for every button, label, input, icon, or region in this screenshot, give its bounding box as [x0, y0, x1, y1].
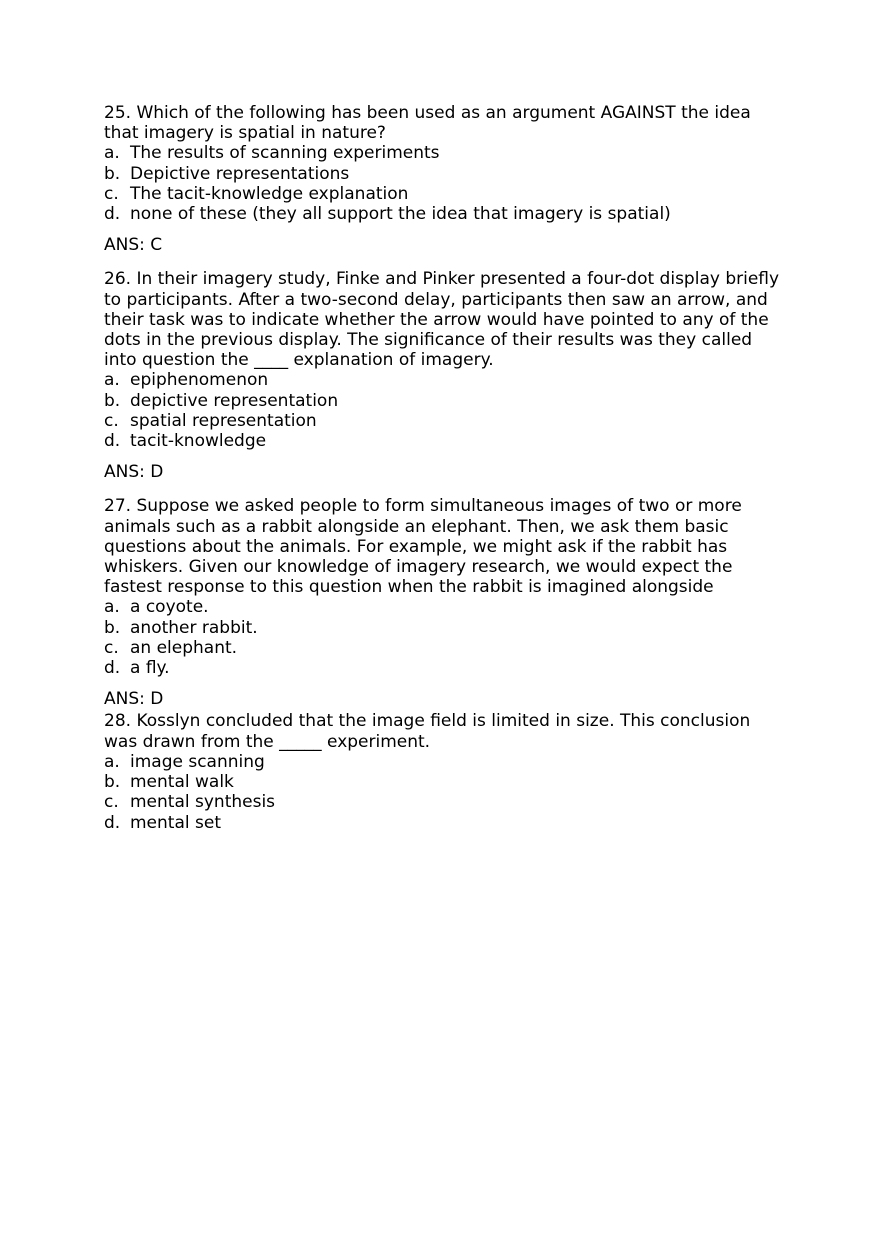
option-text: mental set: [130, 812, 221, 833]
option-letter: d.: [104, 658, 121, 679]
document-page: [104, 103, 784, 833]
option-letter: b.: [104, 390, 121, 411]
option-b: [104, 164, 784, 184]
option-letter: a.: [104, 143, 120, 164]
option-list: [104, 370, 784, 451]
option-text: a fly.: [130, 658, 170, 679]
option-text: another rabbit.: [130, 617, 258, 638]
option-letter: b.: [104, 617, 121, 638]
option-text: epiphenomenon: [130, 370, 269, 391]
option-d: [104, 204, 784, 224]
option-d: [104, 813, 784, 833]
question-stem: 25. Which of the following has been used as an argument AGAINST the idea that imagery is spatial in nature?: [104, 103, 751, 144]
option-letter: a.: [104, 751, 120, 772]
option-letter: c.: [104, 183, 119, 204]
option-text: Depictive representations: [130, 163, 350, 184]
option-list: [104, 143, 784, 224]
option-text: an elephant.: [130, 637, 238, 658]
option-a: [104, 752, 784, 772]
option-b: [104, 391, 784, 411]
question-25: [104, 103, 784, 255]
option-d: [104, 431, 784, 451]
option-c: [104, 792, 784, 812]
answer-key: ANS: C: [104, 235, 163, 256]
option-text: image scanning: [130, 751, 265, 772]
option-d: [104, 658, 784, 678]
option-a: [104, 143, 784, 163]
answer-key: ANS: D: [104, 462, 164, 483]
option-letter: c.: [104, 792, 119, 813]
option-c: [104, 184, 784, 204]
question-28: [104, 711, 784, 832]
option-text: none of these (they all support the idea that imagery is spatial): [130, 204, 671, 225]
option-b: [104, 772, 784, 792]
question-stem: 26. In their imagery study, Finke and Pinker presented a four-dot display briefly to participants. After a two-second delay, participants then saw an arrow, and their task was to indicate whether the arrow would have pointed to any of the dots in the previous display. The significance of their results was they called into question the ____ explanation of imagery.: [104, 269, 780, 371]
option-list: [104, 752, 784, 833]
option-letter: c.: [104, 410, 119, 431]
question-stem: 27. Suppose we asked people to form simultaneous images of two or more animals such as a rabbit alongside an elephant. Then, we ask them basic questions about the animals. For example, we might ask if the rabbit has whiskers. Given our knowledge of imagery research, we would expect the fastest response to this question when the rabbit is imagined alongside: [104, 496, 742, 598]
option-a: [104, 597, 784, 617]
answer-key: ANS: D: [104, 689, 164, 710]
option-c: [104, 411, 784, 431]
option-text: The tacit-knowledge explanation: [130, 183, 409, 204]
option-text: tacit-knowledge: [130, 431, 267, 452]
question-stem: 28. Kosslyn concluded that the image field is limited in size. This conclusion was drawn from the _____ experiment.: [104, 711, 751, 752]
option-a: [104, 370, 784, 390]
option-letter: a.: [104, 370, 120, 391]
option-letter: b.: [104, 772, 121, 793]
option-text: a coyote.: [130, 597, 209, 618]
option-letter: d.: [104, 431, 121, 452]
question-27: [104, 496, 784, 709]
option-letter: a.: [104, 597, 120, 618]
option-b: [104, 618, 784, 638]
option-letter: c.: [104, 637, 119, 658]
option-list: [104, 597, 784, 678]
option-text: mental synthesis: [130, 792, 276, 813]
option-text: spatial representation: [130, 410, 317, 431]
question-26: [104, 269, 784, 482]
option-letter: b.: [104, 163, 121, 184]
option-letter: d.: [104, 812, 121, 833]
option-text: The results of scanning experiments: [130, 143, 440, 164]
option-letter: d.: [104, 204, 121, 225]
option-text: mental walk: [130, 772, 234, 793]
option-text: depictive representation: [130, 390, 339, 411]
option-c: [104, 638, 784, 658]
